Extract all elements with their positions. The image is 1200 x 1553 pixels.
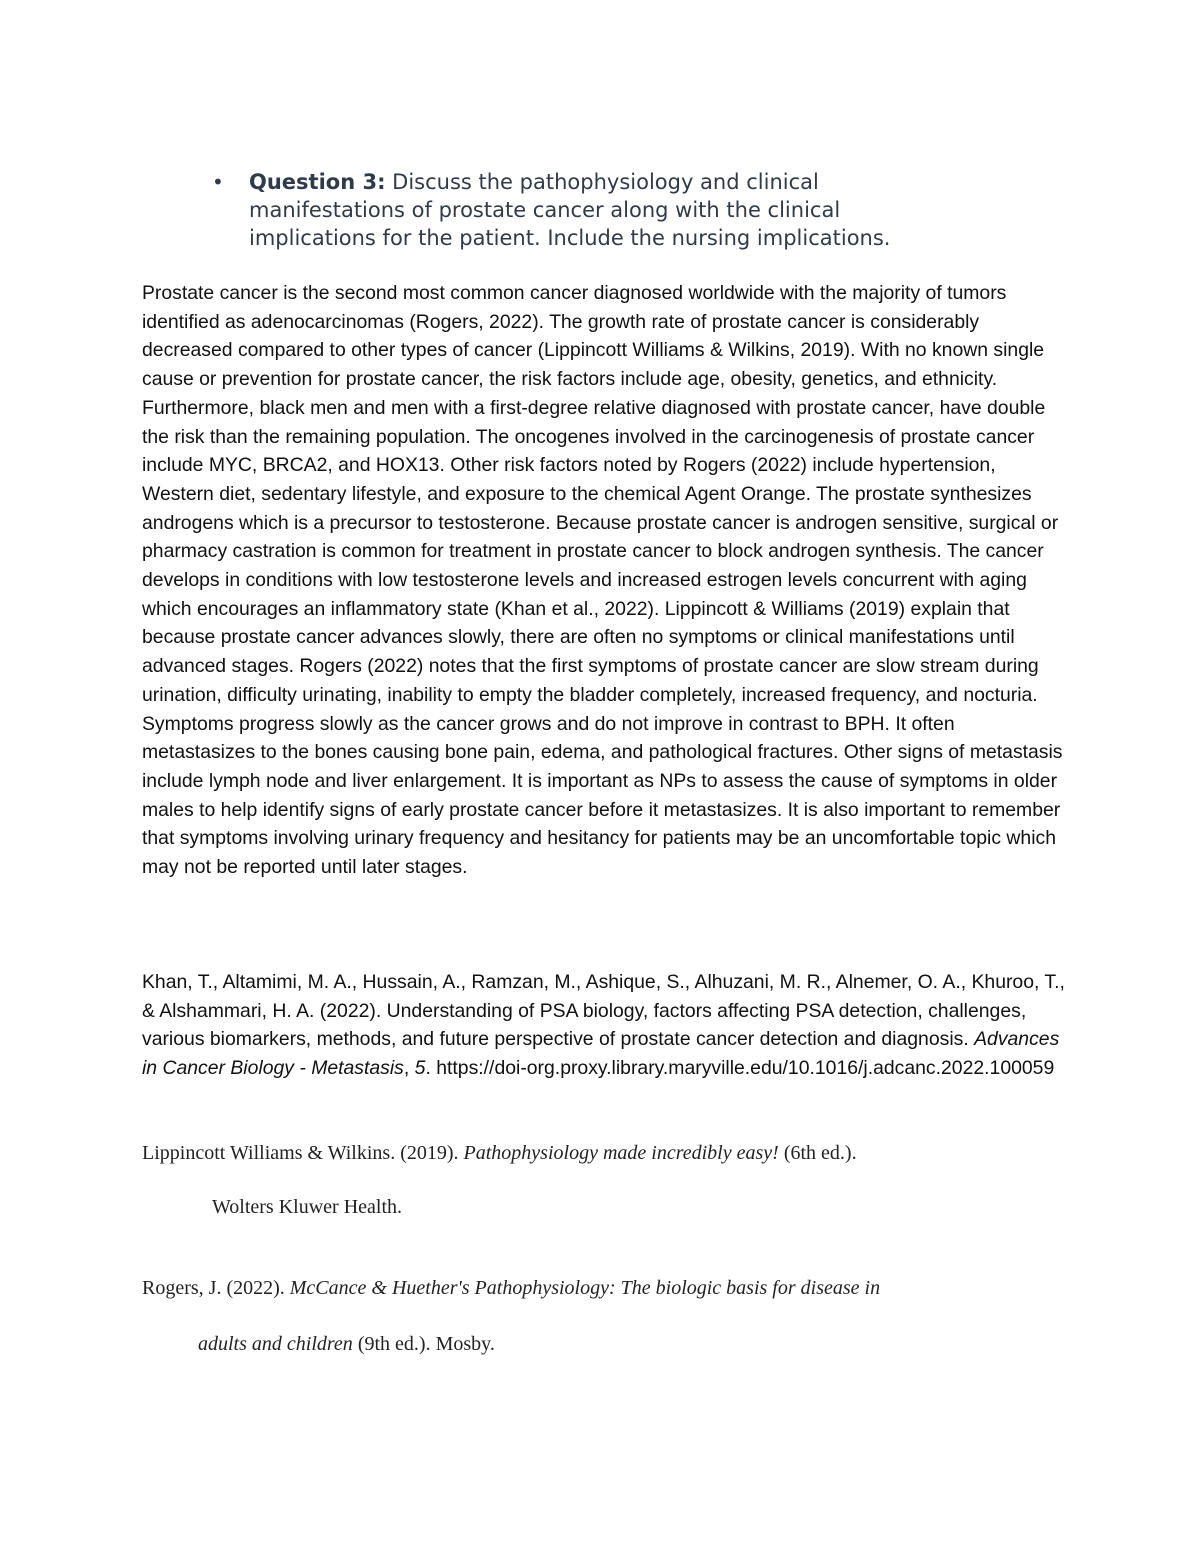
bullet-icon: • — [212, 170, 224, 194]
reference-lippincott-title: Pathophysiology made incredibly easy! — [463, 1142, 779, 1164]
question-prompt: Discuss the pathophysiology and clinical manifestations of prostate cancer along with the clinical implications for the patient. Include the nursing implications. — [249, 170, 891, 250]
reference-rogers-edition: (9th ed.). Mosby. — [352, 1333, 495, 1355]
reference-lippincott-edition: (6th ed.). — [778, 1142, 857, 1164]
question-bullet-item — [212, 168, 972, 252]
reference-rogers-title-line2: adults and children — [198, 1333, 353, 1355]
reference-rogers-author: Rogers, J. (2022). — [142, 1277, 290, 1299]
body-paragraph: Prostate cancer is the second most common cancer diagnosed worldwide with the majority of tumors identified as adenocarcinomas (Rogers, 2022). The growth rate of prostate cancer is considerably decreased compared to other types of cancer (Lippincott Williams & Wilkins, 2019). With no known single cause or prevention for prostate cancer, the risk factors include age, obesity, genetics, and ethnicity. Furthermore, black men and men with a first-degree relative diagnosed with prostate cancer, have double the risk than the remaining population. The oncogenes involved in the carcinogenesis of prostate cancer include MYC, BRCA2, and HOX13. Other risk factors noted by Rogers (2022) include hypertension, Western diet, sedentary lifestyle, and exposure to the chemical Agent Orange. The prostate synthesizes androgens which is a precursor to testosterone. Because prostate cancer is androgen sensitive, surgical or pharmacy castration is common for treatment in prostate cancer to block androgen synthesis. The cancer develops in conditions with low testosterone levels and increased estrogen levels concurrent with aging which encourages an inflammatory state (Khan et al., 2022). Lippincott & Williams (2019) explain that because prostate cancer advances slowly, there are often no symptoms or clinical manifestations until advanced stages. Rogers (2022) notes that the first symptoms of prostate cancer are slow stream during urination, difficulty urinating, inability to empty the bladder completely, increased frequency, and nocturia. Symptoms progress slowly as the cancer grows and do not improve in contrast to BPH. It often metastasizes to the bones causing bone pain, edema, and pathological fractures. Other signs of metastasis include lymph node and liver enlargement. It is important as NPs to assess the cause of symptoms in older males to help identify signs of early prostate cancer before it metastasizes. It is also important to remember that symptoms involving urinary frequency and hesitancy for patients may be an uncomfortable topic which may not be reported until later stages. — [142, 282, 1063, 879]
reference-khan-doi-link[interactable]: . https://doi-org.proxy.library.maryville.edu/10.1016/j.adcanc.2022.100059 — [425, 1057, 1055, 1080]
reference-rogers-continued — [198, 1333, 495, 1356]
question-text — [249, 168, 972, 252]
reference-khan — [142, 968, 1072, 1083]
question-label: Question 3: — [249, 170, 386, 194]
reference-khan-sep: , — [403, 1057, 415, 1080]
reference-khan-authors-title: Khan, T., Altamimi, M. A., Hussain, A., Ramzan, M., Ashique, S., Alhuzani, M. R., Alnemer, O. A., Khuroo, T., & Alshammari, H. A. (2022). Understanding of PSA biology, factors affecting PSA detection, challenges, various biomarkers, methods, and future perspective of prostate cancer detection and diagnosis. — [142, 971, 1065, 1051]
reference-lippincott — [142, 1142, 857, 1165]
reference-khan-journal: Advances in Cancer Biology - Metastasis — [142, 1028, 1060, 1080]
reference-khan-volume: 5 — [414, 1057, 426, 1080]
reference-lippincott-publisher: Wolters Kluwer Health. — [212, 1196, 402, 1218]
reference-lippincott-author: Lippincott Williams & Wilkins. (2019). — [142, 1142, 464, 1164]
reference-rogers — [142, 1277, 880, 1300]
reference-rogers-title-line1: McCance & Huether's Pathophysiology: The biologic basis for disease in — [289, 1277, 881, 1299]
